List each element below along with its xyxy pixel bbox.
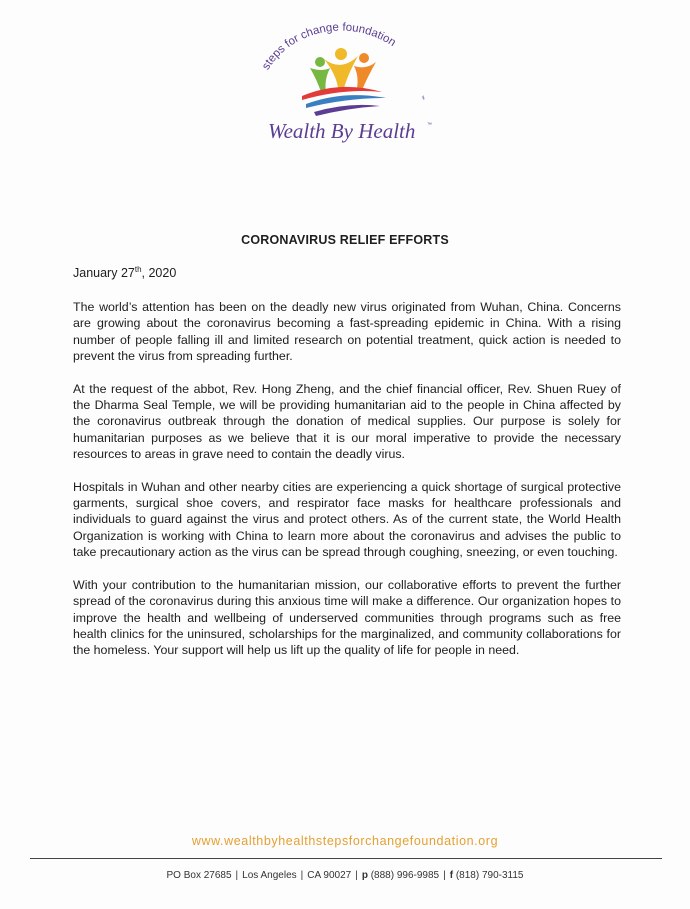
date-ordinal: th [134,264,142,274]
letter-date [73,266,176,280]
footer-separator: | [235,870,239,881]
paragraph: At the request of the abbot, Rev. Hong Zheng, and the chief financial officer, Rev. Shuen Ruey of the Dharma Seal Temple, we will be providing humanitarian aid to the people in China affected by the coronavirus outbreak through the donation of medical supplies. Our purpose is solely for humanitarian purposes as we believe that it is our moral imperative to provide the necessary resources to areas in grave need to contain the deadly virus. [73,381,621,462]
letter-title: CORONAVIRUS RELIEF EFFORTS [241,233,449,247]
logo-arc-trademark: ™ [418,94,426,102]
footer-city: Los Angeles [242,870,297,881]
footer-separator: | [300,870,304,881]
people-figures-icon [302,48,386,116]
footer-contact [0,870,690,881]
footer-divider [30,858,662,859]
date-text: January 27 [73,266,135,280]
logo-arc-text: steps for change foundation [260,21,398,73]
date-year: , 2020 [141,266,177,280]
phone-label: p [361,870,368,881]
footer-phone: (888) 996-9985 [370,870,440,881]
footer-separator: | [443,870,446,881]
paragraph: The world’s attention has been on the deadly new virus originated from Wuhan, China. Concerns are growing about the coronavirus becoming a fast-spreading epidemic in China. With a rising number of people falling ill and limited research on potential treatment, quick action is needed to prevent the virus from spreading further. [73,300,621,364]
footer-state-zip: CA 90027 [307,870,352,881]
logo-trademark: ™ [427,122,432,128]
logo-brand-text: Wealth By Health [268,119,416,143]
website-link[interactable]: www.wealthbyhealthstepsforchangefoundation.org [191,834,499,848]
foundation-logo [244,14,444,164]
footer-fax: (818) 790-3115 [455,870,524,881]
paragraph: Hospitals in Wuhan and other nearby cities are experiencing a quick shortage of surgical protective garments, surgical shoe covers, and respirator face masks for healthcare professionals and individuals to guard against the virus and protect others. As of the current state, the World Health Organization is working with China to learn more about the coronavirus and advises the public to take precautionary action as the virus can be spread through coughing, sneezing, or even touching. [73,479,621,560]
fax-label: f [449,870,454,881]
footer-address: PO Box 27685 [166,870,232,881]
footer-separator: | [355,870,358,881]
letter-body [73,299,621,675]
paragraph: With your contribution to the humanitarian mission, our collaborative efforts to prevent the further spread of the coronavirus during this anxious time will make a difference. Our organization hopes to improve the health and wellbeing of underserved communities through programs such as free health clinics for the uninsured, scholarships for the marginalized, and community collaborations for the homeless. Your support will help us lift up the quality of life for people in need. [73,577,621,658]
